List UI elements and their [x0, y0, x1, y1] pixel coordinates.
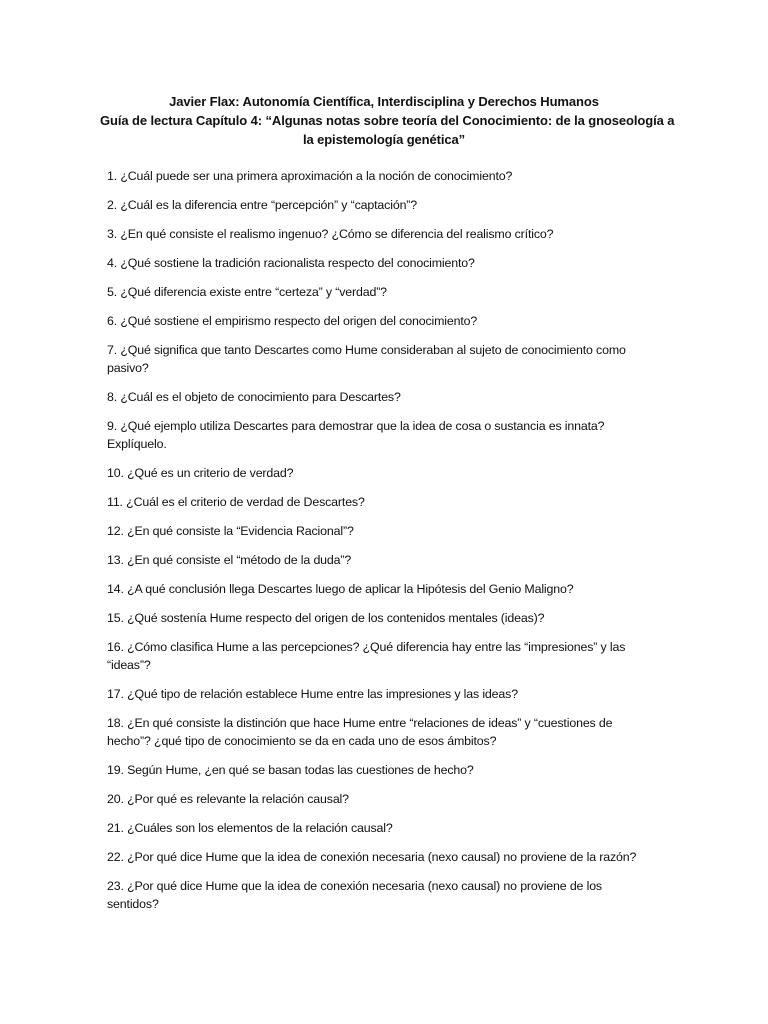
question-text-line: sentidos? — [107, 897, 159, 911]
question-item — [107, 417, 667, 453]
question-text-line: 4. ¿Qué sostiene la tradición racionalista respecto del conocimiento? — [107, 256, 475, 270]
question-text-line: 20. ¿Por qué es relevante la relación causal? — [107, 792, 349, 806]
question-item — [107, 312, 667, 330]
question-text-line: 3. ¿En qué consiste el realismo ingenuo? ¿Cómo se diferencia del realismo crítico? — [107, 227, 554, 241]
question-list — [107, 167, 667, 924]
question-text-line: 14. ¿A qué conclusión llega Descartes luego de aplicar la Hipótesis del Genio Maligno? — [107, 582, 574, 596]
question-item — [107, 848, 667, 866]
question-text-line: 15. ¿Qué sostenía Hume respecto del origen de los contenidos mentales (ideas)? — [107, 611, 545, 625]
question-text-line: 7. ¿Qué significa que tanto Descartes como Hume consideraban al sujeto de conocimiento como — [107, 343, 626, 357]
question-item — [107, 341, 667, 377]
question-text-line: 2. ¿Cuál es la diferencia entre “percepción” y “captación”? — [107, 198, 418, 212]
header-guide-title-continued: la epistemología genética” — [302, 132, 466, 147]
question-item — [107, 714, 667, 750]
question-item — [107, 819, 667, 837]
question-item — [107, 167, 667, 185]
question-text-line: 11. ¿Cuál es el criterio de verdad de Descartes? — [107, 495, 365, 509]
question-item — [107, 254, 667, 272]
question-text-line: 16. ¿Cómo clasifica Hume a las percepciones? ¿Qué diferencia hay entre las “impresiones” y las — [107, 640, 626, 654]
question-item — [107, 685, 667, 703]
question-item — [107, 877, 667, 913]
question-text-line: 8. ¿Cuál es el objeto de conocimiento para Descartes? — [107, 390, 401, 404]
question-item — [107, 638, 667, 674]
question-text-line: 6. ¿Qué sostiene el empirismo respecto del origen del conocimiento? — [107, 314, 478, 328]
question-text-line: 13. ¿En qué consiste el “método de la duda”? — [107, 553, 352, 567]
header-author-title: Javier Flax: Autonomía Científica, Interdisciplina y Derechos Humanos — [169, 94, 599, 109]
question-item — [107, 522, 667, 540]
question-text-line: pasivo? — [107, 361, 149, 375]
question-item — [107, 790, 667, 808]
question-item — [107, 388, 667, 406]
question-text-line: 12. ¿En qué consiste la “Evidencia Racional”? — [107, 524, 354, 538]
question-item — [107, 580, 667, 598]
question-text-line: “ideas”? — [107, 658, 151, 672]
question-item — [107, 283, 667, 301]
question-text-line: 5. ¿Qué diferencia existe entre “certeza” y “verdad”? — [107, 285, 387, 299]
question-item — [107, 761, 667, 779]
question-item — [107, 225, 667, 243]
question-text-line: 22. ¿Por qué dice Hume que la idea de conexión necesaria (nexo causal) no proviene de la razón? — [107, 850, 637, 864]
header-guide-title: Guía de lectura Capítulo 4: “Algunas notas sobre teoría del Conocimiento: de la gnoseología a — [100, 113, 675, 128]
question-text-line: 19. Según Hume, ¿en qué se basan todas las cuestiones de hecho? — [107, 763, 474, 777]
document-header — [100, 92, 675, 149]
question-item — [107, 551, 667, 569]
question-text-line: 10. ¿Qué es un criterio de verdad? — [107, 466, 294, 480]
question-item — [107, 609, 667, 627]
question-text-line: 18. ¿En qué consiste la distinción que hace Hume entre “relaciones de ideas” y “cuestiones de — [107, 716, 613, 730]
question-text-line: 9. ¿Qué ejemplo utiliza Descartes para demostrar que la idea de cosa o sustancia es innata? — [107, 419, 605, 433]
question-text-line: 23. ¿Por qué dice Hume que la idea de conexión necesaria (nexo causal) no proviene de los — [107, 879, 602, 893]
question-text-line: 17. ¿Qué tipo de relación establece Hume entre las impresiones y las ideas? — [107, 687, 518, 701]
question-item — [107, 196, 667, 214]
question-item — [107, 493, 667, 511]
question-text-line: 1. ¿Cuál puede ser una primera aproximación a la noción de conocimiento? — [107, 169, 513, 183]
question-text-line: Explíquelo. — [107, 437, 167, 451]
question-text-line: 21. ¿Cuáles son los elementos de la relación causal? — [107, 821, 393, 835]
question-item — [107, 464, 667, 482]
question-text-line: hecho”? ¿qué tipo de conocimiento se da en cada uno de esos ámbitos? — [107, 734, 497, 748]
